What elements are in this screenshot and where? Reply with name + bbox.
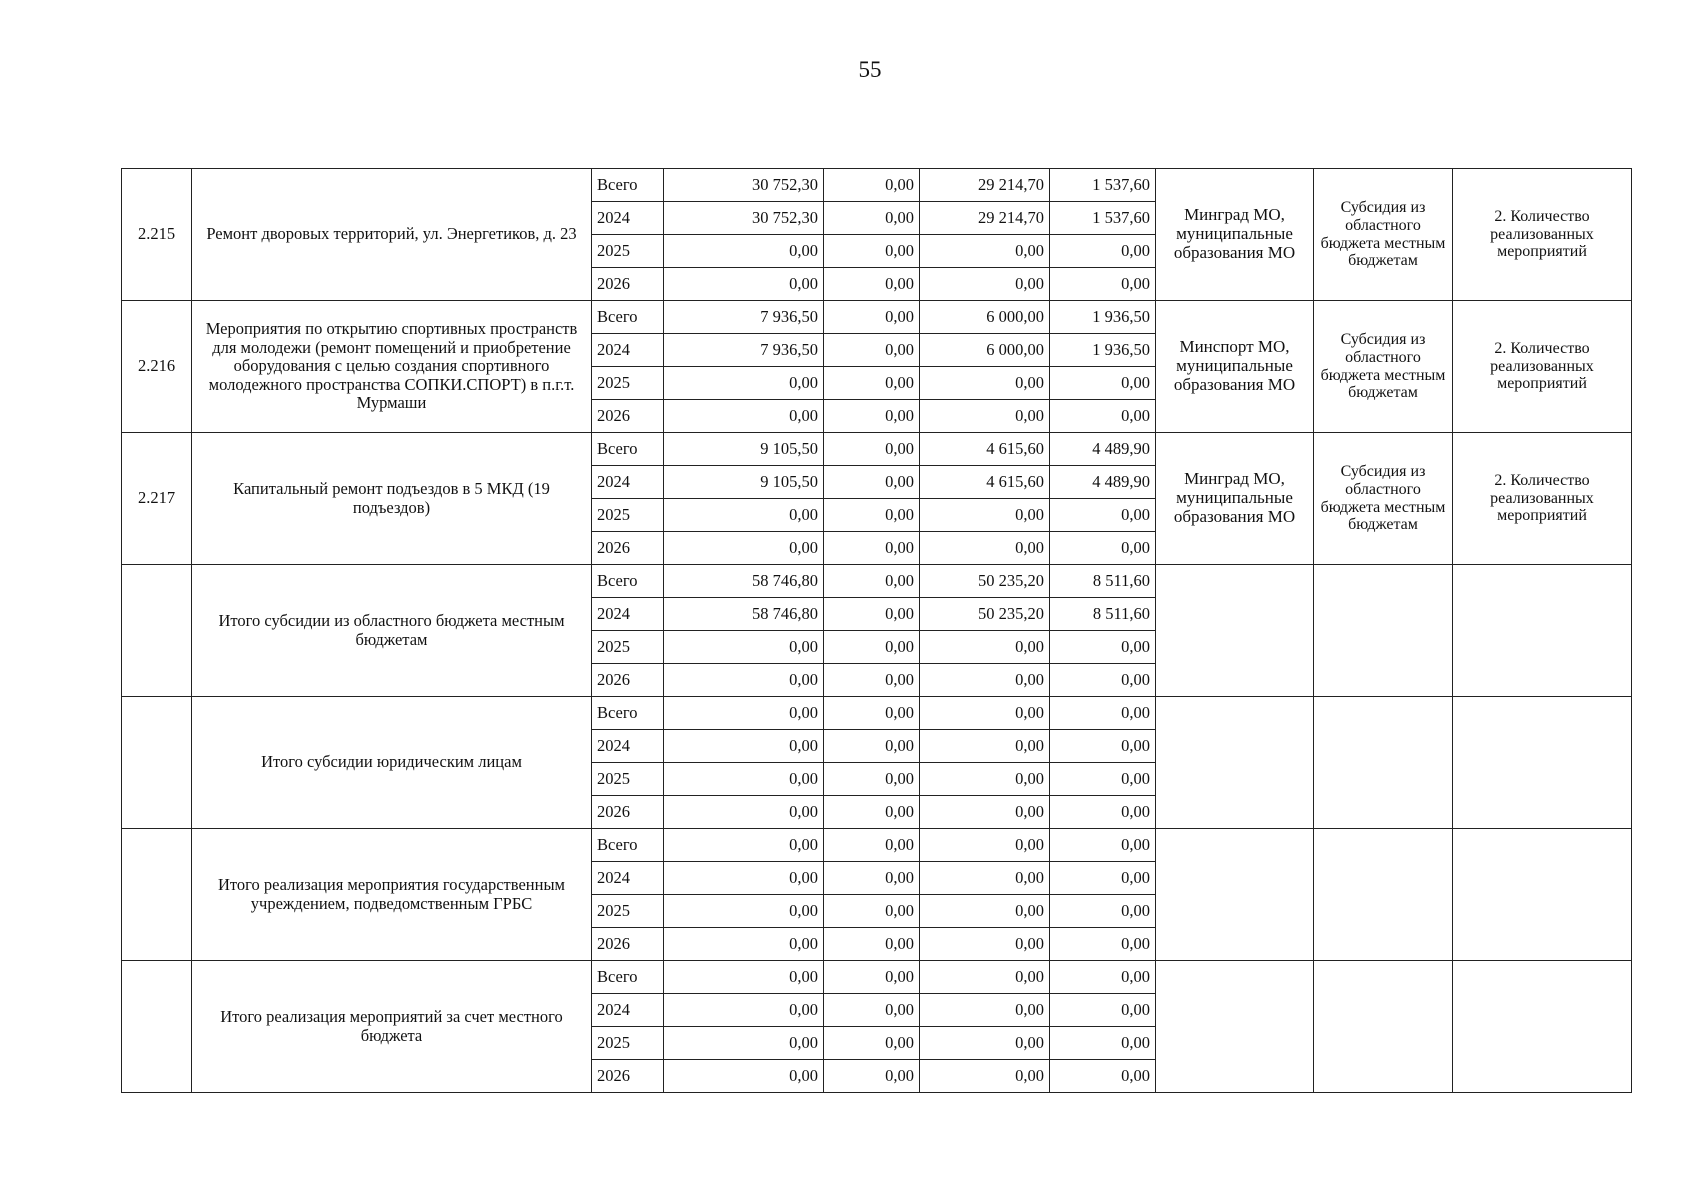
amount-federal: 0,00 <box>824 1060 920 1093</box>
amount-total: 0,00 <box>664 664 824 697</box>
amount-regional: 0,00 <box>920 1027 1050 1060</box>
year-label: 2025 <box>592 763 664 796</box>
amount-regional: 0,00 <box>920 532 1050 565</box>
amount-local: 1 936,50 <box>1050 301 1156 334</box>
table-row <box>122 169 1632 202</box>
amount-regional: 0,00 <box>920 235 1050 268</box>
amount-total: 0,00 <box>664 532 824 565</box>
funding-source <box>1314 961 1453 1093</box>
table-row <box>122 433 1632 466</box>
year-label: 2024 <box>592 730 664 763</box>
amount-regional: 4 615,60 <box>920 466 1050 499</box>
item-number: 2.216 <box>122 301 192 433</box>
amount-local: 0,00 <box>1050 268 1156 301</box>
amount-federal: 0,00 <box>824 301 920 334</box>
indicator <box>1453 565 1632 697</box>
funding-source <box>1314 829 1453 961</box>
year-label: 2025 <box>592 1027 664 1060</box>
year-label: 2024 <box>592 466 664 499</box>
year-label: 2026 <box>592 796 664 829</box>
amount-total: 7 936,50 <box>664 334 824 367</box>
amount-local: 1 936,50 <box>1050 334 1156 367</box>
amount-total: 7 936,50 <box>664 301 824 334</box>
amount-federal: 0,00 <box>824 928 920 961</box>
amount-total: 0,00 <box>664 268 824 301</box>
amount-regional: 29 214,70 <box>920 169 1050 202</box>
year-label: 2024 <box>592 598 664 631</box>
amount-regional: 0,00 <box>920 499 1050 532</box>
amount-total: 30 752,30 <box>664 169 824 202</box>
amount-regional: 6 000,00 <box>920 334 1050 367</box>
amount-local: 4 489,90 <box>1050 466 1156 499</box>
amount-regional: 0,00 <box>920 763 1050 796</box>
amount-regional: 0,00 <box>920 631 1050 664</box>
amount-federal: 0,00 <box>824 268 920 301</box>
amount-total: 0,00 <box>664 895 824 928</box>
amount-federal: 0,00 <box>824 598 920 631</box>
amount-total: 0,00 <box>664 1060 824 1093</box>
item-name: Итого субсидии из областного бюджета местным бюджетам <box>192 565 592 697</box>
amount-total: 0,00 <box>664 631 824 664</box>
amount-federal: 0,00 <box>824 334 920 367</box>
item-number: 2.217 <box>122 433 192 565</box>
item-name: Итого реализация мероприятия государственным учреждением, подведомственным ГРБС <box>192 829 592 961</box>
funding-source: Субсидия из областного бюджета местным бюджетам <box>1314 169 1453 301</box>
amount-regional: 50 235,20 <box>920 565 1050 598</box>
amount-total: 0,00 <box>664 763 824 796</box>
amount-local: 1 537,60 <box>1050 202 1156 235</box>
amount-local: 0,00 <box>1050 235 1156 268</box>
amount-regional: 0,00 <box>920 829 1050 862</box>
amount-federal: 0,00 <box>824 895 920 928</box>
year-label: 2025 <box>592 895 664 928</box>
amount-total: 0,00 <box>664 829 824 862</box>
amount-regional: 0,00 <box>920 367 1050 400</box>
amount-total: 30 752,30 <box>664 202 824 235</box>
amount-federal: 0,00 <box>824 697 920 730</box>
item-number <box>122 565 192 697</box>
table-row <box>122 697 1632 730</box>
year-label: 2025 <box>592 367 664 400</box>
amount-local: 0,00 <box>1050 796 1156 829</box>
year-label: 2025 <box>592 499 664 532</box>
amount-federal: 0,00 <box>824 202 920 235</box>
amount-regional: 0,00 <box>920 928 1050 961</box>
amount-federal: 0,00 <box>824 994 920 1027</box>
indicator: 2. Количество реализованных мероприятий <box>1453 301 1632 433</box>
executor <box>1156 961 1314 1093</box>
amount-federal: 0,00 <box>824 829 920 862</box>
amount-federal: 0,00 <box>824 367 920 400</box>
amount-federal: 0,00 <box>824 763 920 796</box>
amount-total: 9 105,50 <box>664 433 824 466</box>
amount-federal: 0,00 <box>824 565 920 598</box>
amount-regional: 0,00 <box>920 730 1050 763</box>
executor <box>1156 697 1314 829</box>
amount-regional: 0,00 <box>920 994 1050 1027</box>
item-name: Капитальный ремонт подъездов в 5 МКД (19 подъездов) <box>192 433 592 565</box>
amount-local: 0,00 <box>1050 367 1156 400</box>
year-label: 2026 <box>592 664 664 697</box>
amount-regional: 0,00 <box>920 1060 1050 1093</box>
amount-federal: 0,00 <box>824 235 920 268</box>
year-label: 2024 <box>592 994 664 1027</box>
item-number: 2.215 <box>122 169 192 301</box>
amount-total: 0,00 <box>664 928 824 961</box>
amount-regional: 29 214,70 <box>920 202 1050 235</box>
amount-total: 0,00 <box>664 1027 824 1060</box>
page-number: 55 <box>858 57 882 82</box>
amount-total: 0,00 <box>664 994 824 1027</box>
amount-federal: 0,00 <box>824 433 920 466</box>
indicator <box>1453 697 1632 829</box>
amount-federal: 0,00 <box>824 961 920 994</box>
amount-federal: 0,00 <box>824 499 920 532</box>
amount-local: 4 489,90 <box>1050 433 1156 466</box>
amount-local: 0,00 <box>1050 961 1156 994</box>
amount-federal: 0,00 <box>824 862 920 895</box>
amount-total: 0,00 <box>664 730 824 763</box>
year-label: Всего <box>592 961 664 994</box>
amount-local: 0,00 <box>1050 895 1156 928</box>
indicator <box>1453 829 1632 961</box>
amount-local: 0,00 <box>1050 631 1156 664</box>
funding-source <box>1314 697 1453 829</box>
amount-federal: 0,00 <box>824 532 920 565</box>
year-label: Всего <box>592 433 664 466</box>
item-number <box>122 961 192 1093</box>
amount-total: 0,00 <box>664 862 824 895</box>
amount-local: 0,00 <box>1050 763 1156 796</box>
year-label: Всего <box>592 829 664 862</box>
table-row <box>122 565 1632 598</box>
executor: Минспорт МО, муниципальные образования МО <box>1156 301 1314 433</box>
amount-total: 9 105,50 <box>664 466 824 499</box>
amount-total: 58 746,80 <box>664 598 824 631</box>
item-name: Итого реализация мероприятий за счет местного бюджета <box>192 961 592 1093</box>
year-label: 2024 <box>592 202 664 235</box>
year-label: 2025 <box>592 631 664 664</box>
amount-local: 0,00 <box>1050 862 1156 895</box>
year-label: Всего <box>592 565 664 598</box>
table-row <box>122 829 1632 862</box>
indicator: 2. Количество реализованных мероприятий <box>1453 433 1632 565</box>
amount-total: 0,00 <box>664 961 824 994</box>
amount-local: 0,00 <box>1050 697 1156 730</box>
year-label: Всего <box>592 697 664 730</box>
amount-federal: 0,00 <box>824 400 920 433</box>
indicator <box>1453 961 1632 1093</box>
funding-source: Субсидия из областного бюджета местным бюджетам <box>1314 433 1453 565</box>
budget-table <box>121 168 1632 1093</box>
amount-regional: 0,00 <box>920 895 1050 928</box>
amount-total: 0,00 <box>664 367 824 400</box>
year-label: 2026 <box>592 532 664 565</box>
amount-total: 0,00 <box>664 796 824 829</box>
amount-regional: 0,00 <box>920 697 1050 730</box>
item-name: Ремонт дворовых территорий, ул. Энергетиков, д. 23 <box>192 169 592 301</box>
table-body <box>122 169 1632 1093</box>
executor: Минград МО, муниципальные образования МО <box>1156 433 1314 565</box>
year-label: 2024 <box>592 862 664 895</box>
amount-local: 8 511,60 <box>1050 565 1156 598</box>
year-label: Всего <box>592 301 664 334</box>
amount-local: 0,00 <box>1050 1027 1156 1060</box>
amount-regional: 0,00 <box>920 268 1050 301</box>
amount-regional: 0,00 <box>920 400 1050 433</box>
year-label: 2025 <box>592 235 664 268</box>
amount-federal: 0,00 <box>824 169 920 202</box>
amount-regional: 0,00 <box>920 796 1050 829</box>
amount-total: 0,00 <box>664 400 824 433</box>
year-label: 2026 <box>592 1060 664 1093</box>
table-row <box>122 301 1632 334</box>
amount-total: 58 746,80 <box>664 565 824 598</box>
amount-local: 0,00 <box>1050 1060 1156 1093</box>
amount-local: 0,00 <box>1050 400 1156 433</box>
executor: Минград МО, муниципальные образования МО <box>1156 169 1314 301</box>
executor <box>1156 565 1314 697</box>
amount-federal: 0,00 <box>824 730 920 763</box>
amount-federal: 0,00 <box>824 1027 920 1060</box>
amount-total: 0,00 <box>664 697 824 730</box>
executor <box>1156 829 1314 961</box>
item-number <box>122 829 192 961</box>
funding-source <box>1314 565 1453 697</box>
item-name: Итого субсидии юридическим лицам <box>192 697 592 829</box>
amount-local: 0,00 <box>1050 532 1156 565</box>
year-label: 2024 <box>592 334 664 367</box>
amount-regional: 0,00 <box>920 862 1050 895</box>
amount-local: 0,00 <box>1050 664 1156 697</box>
amount-local: 1 537,60 <box>1050 169 1156 202</box>
amount-local: 8 511,60 <box>1050 598 1156 631</box>
amount-local: 0,00 <box>1050 499 1156 532</box>
amount-regional: 6 000,00 <box>920 301 1050 334</box>
indicator: 2. Количество реализованных мероприятий <box>1453 169 1632 301</box>
amount-federal: 0,00 <box>824 664 920 697</box>
item-name: Мероприятия по открытию спортивных пространств для молодежи (ремонт помещений и приобретение оборудования с целью создания спортивного молодежного пространства СОПКИ.СПОРТ) в п.г.т. Мурмаши <box>192 301 592 433</box>
amount-regional: 4 615,60 <box>920 433 1050 466</box>
amount-local: 0,00 <box>1050 730 1156 763</box>
amount-total: 0,00 <box>664 235 824 268</box>
funding-source: Субсидия из областного бюджета местным бюджетам <box>1314 301 1453 433</box>
amount-regional: 0,00 <box>920 664 1050 697</box>
year-label: Всего <box>592 169 664 202</box>
amount-regional: 50 235,20 <box>920 598 1050 631</box>
table-row <box>122 961 1632 994</box>
amount-federal: 0,00 <box>824 466 920 499</box>
year-label: 2026 <box>592 400 664 433</box>
amount-local: 0,00 <box>1050 994 1156 1027</box>
amount-federal: 0,00 <box>824 631 920 664</box>
amount-local: 0,00 <box>1050 829 1156 862</box>
amount-regional: 0,00 <box>920 961 1050 994</box>
year-label: 2026 <box>592 928 664 961</box>
amount-federal: 0,00 <box>824 796 920 829</box>
year-label: 2026 <box>592 268 664 301</box>
amount-local: 0,00 <box>1050 928 1156 961</box>
item-number <box>122 697 192 829</box>
amount-total: 0,00 <box>664 499 824 532</box>
